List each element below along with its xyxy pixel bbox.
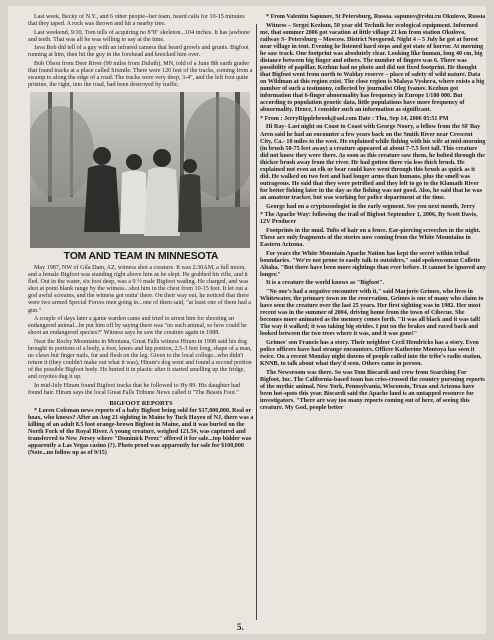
left-column [28, 14, 254, 624]
apache-paragraph: For years the White Mountain Apache Nation has kept the secret within tribal boundaries. "We're not prone to easily talk to outsiders," said spokeswoman Collette Altaha. "But there have been more sightings than ever before. It cannot be ignored any longer." [260, 250, 486, 278]
page-number: 5. [237, 622, 244, 632]
apache-paragraph: Grimes' son Francis has a story. Their neighbor Cecil Hendricks has a story. Even police officers have had strange encounters. Officer Katherine Montoya has seen it twice. On a recent Monday night dozens of people called into the tribe's radio station, KNNB, to talk about what they'd seen. Others came in person. [260, 340, 482, 368]
apache-paragraph: It is a creature the world knows as "Bigfoot". [266, 280, 385, 287]
paragraph-becky: Last week, Becky of N.Y., and 6 other people--her team, heard calls for 10-15 minutes that they taped. A rock was thrown and hit a nearby tree. [28, 14, 245, 28]
jerry-email-header: * From : JerryRipplebrook@aol.com Date : Thu, Sep 14, 2006 05:51 PM [260, 115, 449, 122]
paragraph-game-warden: A couple of days later a game warden came and tried to arrest him for shooting an endangered animal...he put him off by saying there was "no such animal, so how could he shoot an endangered species?" Witness says he saw the creature again in 1988. [28, 316, 247, 337]
paragraph-montana: Near the Rocky Mountains in Montana, Great Falls witness Hiram in 1998 said his dog brought in portions of a body, a foot, knees and hip portion, 2.5-3 feet long, shape of a man, no claws but finger nails, fur and flesh on the leg. Given to the local college...who didn't return it (they couldn't make out what it was), Hiram's dog went and found a second portion of the possible Bigfoot body. He buried it in plastic after it started smelling up the fridge, and coyotes dug it up. [28, 338, 252, 381]
paragraph-gila-dam: May 1987, NW of Gila Dam, AZ, witness shot a creature. It was 2:30AM, a full moon, and a female Bigfoot was standing right above him as he slept. He grabbed his rifle, and it fled. Out in the water, six foot deep, was a 9 ½ male Bigfoot wading. He charged, and was shot at point blank range by the witness...shot him in the chest from 10-15 feet. It let out a god awful screams, and the witness got outta' there. On their way out, he noticed that there were two armed Special Forces men going in...one of them said, "at least one of them had a gun." [28, 265, 251, 314]
bigfoot-reports-text: * Loren Coleman news reports of a baby Bigfoot being sold for $17,000,000. Real or hoax, who knows? After an Aug 21 sighting in Maine by Tuck Hayeo of NJ, there was a killing of an adult 8.5 foot orange-brown Bigfoot in Maine, and it was buried on the North Fork of the Royal River. A young creature, weighed 121.5#, was captured and transferred to New Jersey where "Dominick Perez" offered it for sale...top bidder was apparently a Las Vegas casino (?). Photo proof was apparently for sale for $100,000 (Note...no follow up as of 9/15) [28, 407, 254, 457]
apache-paragraph: "No one's had a negative encounter with it," said Marjorie Grimes, who lives in Whitewater, the primary town on the reservation. Grimes is one of many who claim to have seen the creature over the last 25 years. Her first sighting was in 1982. Her most recent was in the summer of 2004, driving home from the town of Cibecue. She becomes more animated as the memory comes forth. "It was all black and it was tall! The way it walked; it was taking big strides. I put on the brakes and raced back and looked between the two trees where it was, and it was gone!" [260, 289, 484, 338]
column-divider [256, 24, 257, 620]
jerry-email-closing: George had on a cryptozoologist in the early segment. See you next month, Jerry [266, 203, 476, 210]
paragraph-skeleton: Last weekend, 9/10, Tom tells of acquiring no 8"8" skeleton...104 inches. It has jawbone and teeth. That was all he was willing to say at the time. [28, 29, 250, 43]
jerry-email-body: Hi Ray- Last night on Coast to Coast with George Noory, a fellow from the SF Bay Aren said he had an encounter a few years back on the Smith River near Crescent City, Ca.- 10 miles to the west. He explained while fishing with his wife at mid-morning (in brush 50-75 feet away) a creature appeared at about 7-7.5 feet tall. This creature did not know they were there. As soon as this creature saw them, he bolted through the thicker brush away from the river. He had gotten there via less thick brush. He explained not even an elk or bear could have went through this brush as quick as it did. He walked on two feet and had longer arms than humans, plus the smell was outrageous. He said that they were petrified and they left to go to the Klamath River for better fishing later in the day as the fishing was not good. Also, he said that he was an amateur tracker, but was working for police department at the time. [260, 124, 486, 201]
right-column [260, 14, 486, 624]
newsletter-page [8, 6, 486, 634]
sapunov-header: * From Valentin Sapunov, St Petersburg, Russia. sapunov@rshu.ru Okulovo, Russia [266, 14, 486, 20]
apache-paragraph: Footprints in the mud. Tufts of hair on a fence. Ear-piercing screeches in the night. These are only fragments of the stories now coming from the White Mountains in Eastern Arizona. [260, 227, 481, 249]
apache-way-header: * The Apache Way: following the trail of Bigfoot September 1, 2006, By Scott Davis, 12V Producer [260, 212, 478, 226]
paragraph-java-bob: Java Bob did tell of a guy with an infrared camera that heard growls and grunts. Bigfoot running at him, then hit the guy in the forehead and knocked him over. [28, 45, 249, 59]
bigfoot-reports-heading: BIGFOOT REPORTS [109, 399, 173, 407]
apache-paragraph: The Newsroom was there. So was Tom Biscardi and crew from Searching For Bigfoot, Inc. The California-based team has criss-crossed the country pursuing reports of the mythic animal. New York, Pennsylvania, Wisconsin, Texas and Arizona have been hot-spots this year. Biscardi said the Apache land is an untapped resource for investigators. "There are way too many reports coming out of here, of seeing this creature. My God, people better [260, 369, 485, 412]
photo-caption: TOM AND TEAM IN MINNESOTA [63, 250, 219, 263]
paragraph-bob-olson: Bob Olson from Deer River (90 miles from Duluth), MN, told of a June 8th earth grader that found tracks at a place called Sixmile. There were 120 feet of the tracks, coming from a swamp to along the edge of a road. The tracks were very deep, 3-4", and the left foot quite pristine, the right, into the road, had been destroyed by traffic. [28, 61, 253, 89]
paragraph-hiram-tracks: In mid-July Hiram found Bigfoot tracks that he followed to Hy 89. His daughter had found hair. Hiram says the local Great Falls Tribune News called it "The Beasts Foot." [28, 382, 240, 396]
team-photo [30, 92, 250, 248]
sapunov-report: Witness – Sergei Kezhun, 50 year old Technik for ecological equipment. Informed me, that summer 2006 got vacation at little village 21 km from station Okulovo, railway S- Petersburg – Moscow. District Novgorod. Night 4 – 5 July he got at forest near village in tent. Evening he listened hard steps and got state of horror. At morning he saw track. One footprint was absolutely clear. Looking like human, long 40 cm, big distance between big finger and others. The number of fingers was 6. There was possibility of papillar. Kezhun had no photo and did not fixed footprint. He thought that Bigfoot went from north to Walday reserve – place of safety of wild nature. Data on Wildman at this region exist. The close region is Malaya Vyshera, where exists a big number of such a testimony, collected by journalist Oleg Ivanov. Kezhun got information that 6-finger abnormality has frequency in Europe 1/180 000. But according to population genetic data, little populations have more frequency of abnormality. Hence, I consider such an information as significant. [260, 22, 485, 114]
